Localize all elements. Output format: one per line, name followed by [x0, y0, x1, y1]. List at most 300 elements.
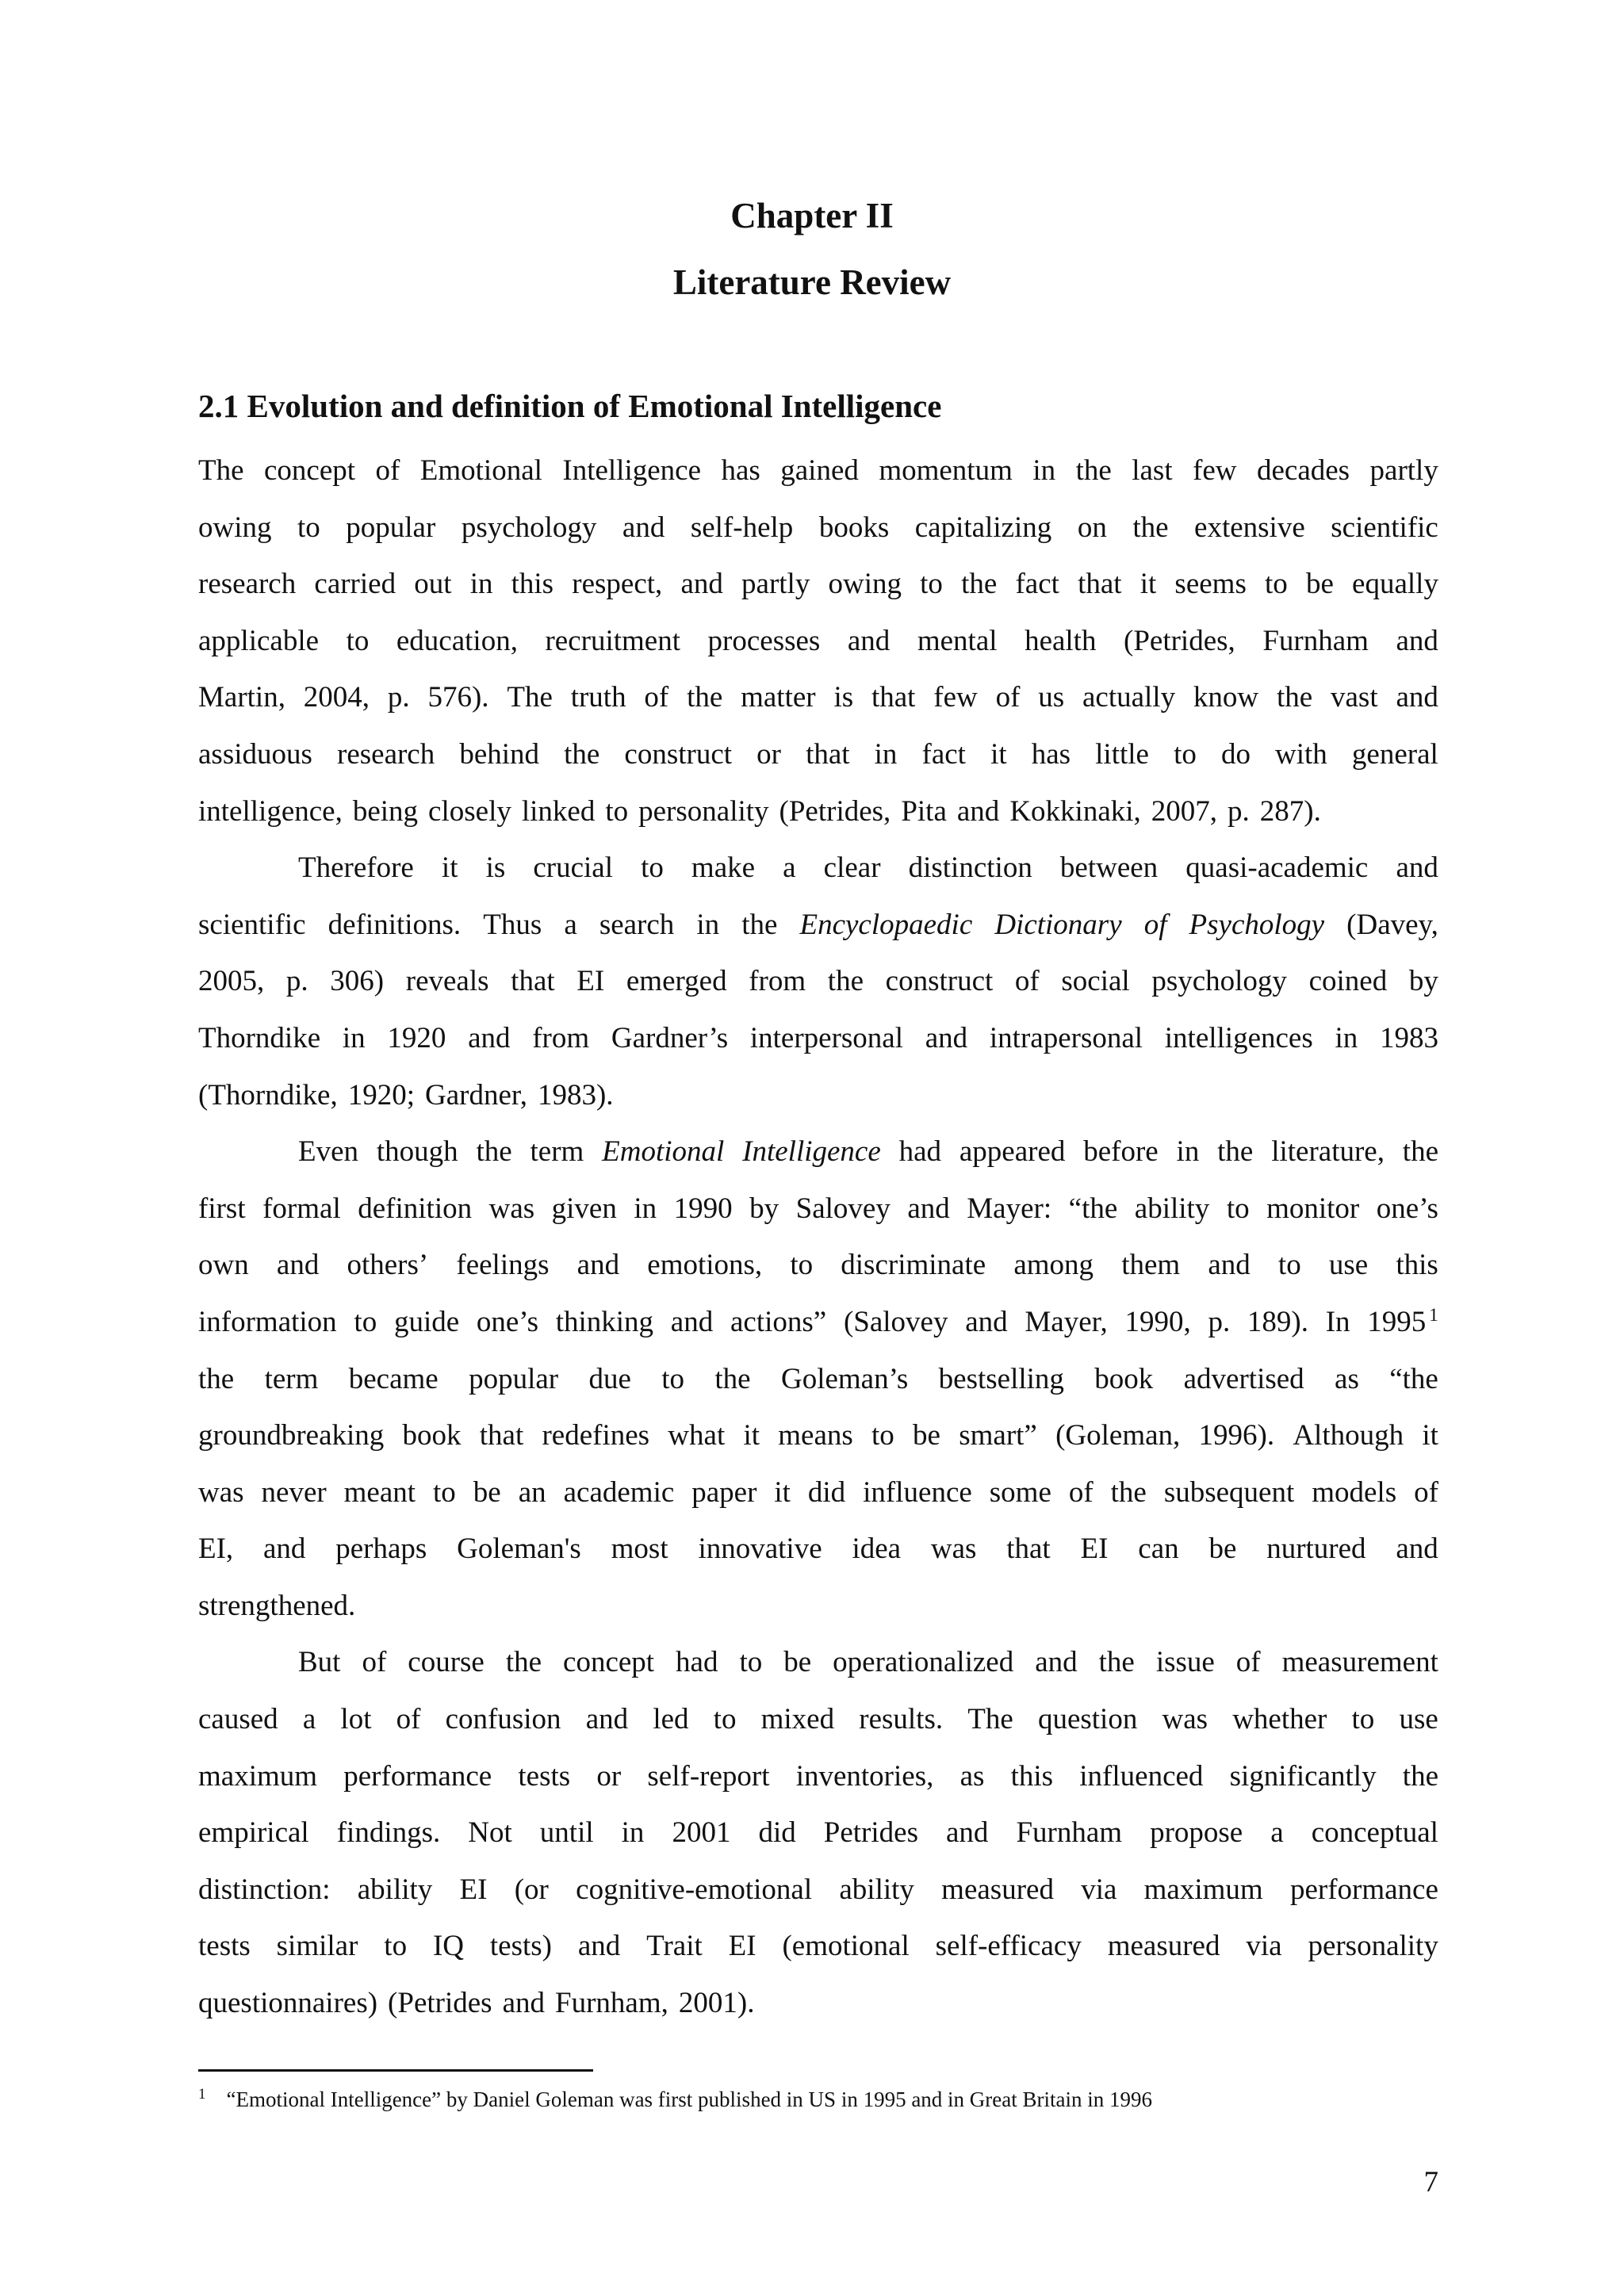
word: inventories, — [795, 1759, 934, 1793]
word: decades — [1256, 454, 1350, 487]
word: the — [1217, 1135, 1254, 1169]
word: thinking — [555, 1305, 654, 1338]
word: ability — [357, 1873, 433, 1906]
word: the — [961, 568, 998, 601]
word: mental — [917, 624, 998, 657]
word: and — [502, 1987, 546, 2020]
word: linked — [521, 794, 596, 828]
word: in — [696, 908, 720, 941]
word: information — [198, 1305, 337, 1338]
footnote-text: “Emotional Intelligence” by Daniel Goleman was first published in US in 1995 and in Great Britain in 1996 — [226, 2087, 1152, 2111]
word: what — [668, 1419, 726, 1452]
word: a — [783, 851, 796, 885]
word: carried — [314, 568, 396, 601]
body-line — [198, 840, 1438, 897]
word: respect, — [572, 568, 663, 601]
word: via — [1081, 1873, 1117, 1906]
word: measured — [1107, 1930, 1220, 1963]
word: Although — [1293, 1419, 1404, 1452]
word: the — [687, 681, 723, 714]
word: popular — [346, 511, 436, 544]
body-line — [198, 669, 1438, 726]
word: meant — [343, 1475, 416, 1509]
body-line — [198, 1067, 1438, 1124]
footnote — [198, 2084, 1152, 2115]
word: literature, — [1271, 1135, 1385, 1169]
word: p. — [1208, 1305, 1231, 1338]
word: it — [743, 1419, 760, 1452]
word: from — [532, 1021, 590, 1054]
word: via — [1246, 1930, 1282, 1963]
page-number: 7 — [1423, 2166, 1438, 2198]
word: this — [511, 568, 554, 601]
word: social — [1061, 965, 1130, 998]
word: mixed — [760, 1703, 835, 1736]
word: 1996). — [1198, 1419, 1275, 1452]
word: interpersonal — [749, 1021, 904, 1054]
word: it — [774, 1475, 791, 1509]
word: the — [564, 737, 600, 771]
word: research — [337, 737, 435, 771]
word: truth — [570, 681, 626, 714]
word: assiduous — [198, 737, 312, 771]
word: that — [1078, 568, 1122, 601]
word: is — [833, 681, 854, 714]
word: results. — [859, 1703, 944, 1736]
word: in — [621, 1816, 645, 1850]
body-line — [198, 1691, 1438, 1748]
word: and — [680, 568, 723, 601]
footnote-divider — [198, 2069, 593, 2072]
word: in — [874, 737, 898, 771]
word: to — [790, 1249, 814, 1282]
word: on — [1077, 511, 1107, 544]
word: in — [469, 568, 493, 601]
word: questionnaires) — [198, 1987, 378, 2020]
word: the — [1075, 454, 1112, 487]
word: to — [346, 624, 370, 657]
word: or — [596, 1759, 622, 1793]
footnote-marker: 1 — [198, 2086, 206, 2103]
word: “the — [1389, 1362, 1438, 1395]
word: propose — [1150, 1816, 1243, 1850]
word: (emotional — [782, 1930, 910, 1963]
word: p. — [387, 681, 410, 714]
word: self-help — [690, 511, 794, 544]
body-text — [198, 442, 1438, 2032]
body-line — [198, 1294, 1438, 1351]
word: given — [551, 1192, 617, 1225]
word: last — [1132, 454, 1173, 487]
word: of — [995, 681, 1021, 714]
word: In — [1325, 1305, 1350, 1338]
word: never — [261, 1475, 327, 1509]
word: intelligence, — [198, 794, 343, 828]
word: cognitive-emotional — [576, 1873, 813, 1906]
word: do — [1220, 737, 1251, 771]
word: academic — [563, 1475, 675, 1509]
word: personality — [638, 794, 769, 828]
body-line — [198, 556, 1438, 613]
body-line — [198, 1237, 1438, 1294]
word: gained — [780, 454, 859, 487]
word: of — [375, 454, 400, 487]
word: research — [198, 568, 297, 601]
body-line — [198, 1123, 1438, 1181]
word: capitalizing — [914, 511, 1052, 544]
word: behind — [459, 737, 540, 771]
word: performance — [343, 1759, 492, 1793]
word: of — [1414, 1475, 1438, 1509]
word: distinction — [908, 851, 1032, 885]
word: and — [670, 1305, 714, 1338]
word: health — [1025, 624, 1097, 657]
word: 1990, — [1124, 1305, 1191, 1338]
word: concept — [263, 454, 356, 487]
word: between — [1059, 851, 1159, 885]
word: education, — [396, 624, 518, 657]
word: 1920 — [387, 1021, 446, 1054]
word: applicable — [198, 624, 320, 657]
word: influence — [863, 1475, 972, 1509]
word: models — [1312, 1475, 1397, 1509]
word: Gardner’s — [611, 1021, 729, 1054]
body-line — [198, 1407, 1438, 1464]
word: was — [488, 1192, 535, 1225]
word: did — [807, 1475, 846, 1509]
word: be — [473, 1475, 501, 1509]
word: it — [990, 737, 1007, 771]
word: The — [967, 1703, 1013, 1736]
word: bestselling — [938, 1362, 1064, 1395]
word: and — [1396, 851, 1438, 885]
word: general — [1351, 737, 1438, 771]
word: and — [847, 624, 891, 657]
word: caused — [198, 1703, 278, 1736]
word: and — [1035, 1646, 1078, 1679]
word: groundbreaking — [198, 1419, 385, 1452]
chapter-subtitle: Literature Review — [672, 262, 952, 302]
word: term — [264, 1362, 319, 1395]
word: Dictionary — [994, 908, 1122, 941]
word: closely — [428, 794, 511, 828]
word: means — [778, 1419, 853, 1452]
word: the — [1402, 1135, 1438, 1169]
body-line — [198, 1748, 1438, 1805]
word: before — [1083, 1135, 1159, 1169]
word: self-efficacy — [935, 1930, 1082, 1963]
word: tests) — [489, 1930, 552, 1963]
word: and — [276, 1249, 320, 1282]
body-line — [198, 953, 1438, 1010]
word: strengthened. — [198, 1589, 356, 1622]
word: has — [721, 454, 760, 487]
word: and — [907, 1192, 950, 1225]
word: the — [1110, 1475, 1147, 1509]
word: 2004, — [303, 681, 370, 714]
body-line — [198, 613, 1438, 670]
word: as — [959, 1759, 985, 1793]
word: owing — [828, 568, 902, 601]
word: one’s — [1376, 1192, 1438, 1225]
word: findings. — [336, 1816, 441, 1850]
word: feelings — [456, 1249, 550, 1282]
word: operationalized — [833, 1646, 1014, 1679]
word: Trait — [646, 1930, 703, 1963]
word: (Thorndike, — [198, 1078, 338, 1112]
word: and — [965, 1305, 1008, 1338]
word: it — [1422, 1419, 1438, 1452]
word: to — [384, 1930, 408, 1963]
word: equally — [1352, 568, 1438, 601]
word: Intelligence — [742, 1135, 881, 1169]
word: EI, — [198, 1533, 234, 1566]
word: extensive — [1194, 511, 1305, 544]
word: has — [1031, 737, 1071, 771]
word: did — [758, 1816, 796, 1850]
word: as — [1335, 1362, 1359, 1395]
word: to — [661, 1362, 685, 1395]
word: few — [933, 681, 978, 714]
word: IQ — [432, 1930, 464, 1963]
word: and — [585, 1703, 629, 1736]
word: use — [1328, 1249, 1369, 1282]
word: was — [198, 1475, 244, 1509]
word: Goleman’s — [780, 1362, 909, 1395]
word: is — [485, 851, 506, 885]
word: to — [1351, 1703, 1375, 1736]
word: own — [198, 1249, 249, 1282]
word: until — [539, 1816, 594, 1850]
word: maximum — [198, 1759, 318, 1793]
word: ability — [839, 1873, 914, 1906]
word: led — [653, 1703, 689, 1736]
word: this — [1010, 1759, 1054, 1793]
word: Emotional — [419, 454, 542, 487]
word: little — [1095, 737, 1149, 771]
word: in — [1176, 1135, 1200, 1169]
word: Encyclopaedic — [799, 908, 973, 941]
word: recruitment — [545, 624, 681, 657]
word: empirical — [198, 1816, 309, 1850]
word: actually — [1082, 681, 1176, 714]
word: of — [1143, 908, 1167, 941]
word: Thorndike — [198, 1021, 321, 1054]
word: that — [806, 737, 850, 771]
word: course — [408, 1646, 485, 1679]
word: some — [989, 1475, 1051, 1509]
word: make — [691, 851, 756, 885]
word: (Goleman, — [1055, 1419, 1181, 1452]
word: 2005, — [198, 965, 265, 998]
word: significantly — [1229, 1759, 1377, 1793]
word: from — [749, 965, 806, 998]
word: of — [644, 681, 669, 714]
word: of — [1014, 965, 1040, 998]
body-line — [198, 1862, 1438, 1919]
word: it — [1139, 568, 1157, 601]
word: among — [1013, 1249, 1094, 1282]
word: became — [348, 1362, 439, 1395]
word: be — [913, 1419, 940, 1452]
word: subsequent — [1163, 1475, 1295, 1509]
word: be — [783, 1646, 812, 1679]
word: nurtured — [1266, 1533, 1366, 1566]
word: the — [1132, 511, 1169, 544]
word: of — [396, 1703, 421, 1736]
word: by — [1408, 965, 1438, 998]
word: popular — [469, 1362, 559, 1395]
word: the — [1276, 681, 1313, 714]
word: in — [342, 1021, 366, 1054]
word: and — [1396, 681, 1438, 714]
word: Therefore — [298, 851, 414, 885]
word: books — [818, 511, 890, 544]
word: whether — [1232, 1703, 1327, 1736]
word: 2007, — [1151, 794, 1218, 828]
word: seems — [1174, 568, 1247, 601]
word: construct — [885, 965, 994, 998]
word: (Petrides, — [1124, 624, 1235, 657]
word: 576). — [427, 681, 489, 714]
word: actions” — [730, 1305, 827, 1338]
word: Intelligence — [562, 454, 702, 487]
word: quasi-academic — [1185, 851, 1369, 885]
word: Furnham — [1262, 624, 1369, 657]
word: the — [827, 965, 864, 998]
word: partly — [741, 568, 810, 601]
word: us — [1038, 681, 1065, 714]
word: though — [376, 1135, 458, 1169]
word: perhaps — [335, 1533, 427, 1566]
word: clear — [823, 851, 881, 885]
word: to — [297, 511, 320, 544]
word: But — [298, 1646, 341, 1679]
word: emotions, — [647, 1249, 763, 1282]
word: intelligences — [1164, 1021, 1313, 1054]
word: an — [518, 1475, 546, 1509]
word: matter — [741, 681, 816, 714]
word: measurement — [1281, 1646, 1438, 1679]
word: Psychology — [1189, 908, 1325, 941]
body-line — [198, 1464, 1438, 1521]
word: the — [505, 1646, 542, 1679]
word: one’s — [476, 1305, 538, 1338]
word: discriminate — [841, 1249, 986, 1282]
word: fact — [921, 737, 966, 771]
word: psychology — [461, 511, 597, 544]
word: monitor — [1266, 1192, 1360, 1225]
word: and — [577, 1930, 621, 1963]
word: p. — [285, 965, 308, 998]
word: and — [1396, 624, 1438, 657]
word: momentum — [879, 454, 1013, 487]
word: was — [930, 1533, 977, 1566]
word: “the — [1068, 1192, 1118, 1225]
word: 2001 — [672, 1816, 731, 1850]
word: personality — [1308, 1930, 1438, 1963]
word: question — [1037, 1703, 1138, 1736]
word: Not — [468, 1816, 512, 1850]
word: conceptual — [1311, 1816, 1438, 1850]
word: them — [1121, 1249, 1181, 1282]
word: tests — [518, 1759, 571, 1793]
body-line — [198, 1010, 1438, 1067]
word: partly — [1369, 454, 1438, 487]
body-line — [198, 1918, 1438, 1975]
word: and — [925, 1021, 968, 1054]
word: to — [1226, 1192, 1250, 1225]
word: in — [634, 1192, 657, 1225]
word: formal — [262, 1192, 341, 1225]
body-line — [198, 442, 1438, 499]
body-line — [198, 1181, 1438, 1238]
word: (Salovey — [843, 1305, 948, 1338]
word: ability — [1134, 1192, 1210, 1225]
word: issue — [1155, 1646, 1215, 1679]
word: (Petrides, — [779, 794, 891, 828]
word: The — [198, 454, 244, 487]
word: and — [622, 511, 665, 544]
word: Goleman's — [457, 1533, 581, 1566]
word: 1995 $^1$ — [1367, 1304, 1438, 1338]
word: definitions. — [327, 908, 462, 941]
word: coined — [1308, 965, 1388, 998]
word: Emotional — [602, 1135, 725, 1169]
word: guide — [393, 1305, 460, 1338]
word: book — [1094, 1362, 1154, 1395]
section-heading: 2.1 Evolution and definition of Emotional Intelligence — [198, 388, 942, 424]
word: had — [676, 1646, 718, 1679]
word: to — [1277, 1249, 1301, 1282]
word: distinction: — [198, 1873, 331, 1906]
word: redefines — [542, 1419, 650, 1452]
word: crucial — [533, 851, 613, 885]
word: and — [576, 1249, 620, 1282]
body-line — [198, 1578, 1438, 1635]
word: 2001). — [678, 1987, 755, 2020]
word: owing — [198, 511, 272, 544]
word: intrapersonal — [989, 1021, 1143, 1054]
word: and — [263, 1533, 306, 1566]
word: of — [1068, 1475, 1094, 1509]
word: and — [468, 1021, 511, 1054]
word: 1983 — [1379, 1021, 1438, 1054]
word: be — [1305, 568, 1334, 601]
word: similar — [276, 1930, 358, 1963]
word: book — [402, 1419, 462, 1452]
word: Thus — [483, 908, 542, 941]
word: that — [479, 1419, 524, 1452]
word: of — [1235, 1646, 1261, 1679]
word: appeared — [959, 1135, 1066, 1169]
chapter-title: Chapter II — [730, 196, 894, 235]
word: EI — [728, 1930, 756, 1963]
word: that — [871, 681, 916, 714]
word: p. — [1228, 794, 1250, 828]
word: maximum — [1143, 1873, 1263, 1906]
word: and — [1208, 1249, 1251, 1282]
word: The — [507, 681, 553, 714]
word: and — [1396, 1533, 1438, 1566]
word: to — [871, 1419, 894, 1452]
word: by — [749, 1192, 779, 1225]
word: being — [352, 794, 419, 828]
word: Kokkinaki, — [1009, 794, 1141, 828]
word: fact — [1015, 568, 1059, 601]
word: (or — [514, 1873, 549, 1906]
word: term — [530, 1135, 584, 1169]
